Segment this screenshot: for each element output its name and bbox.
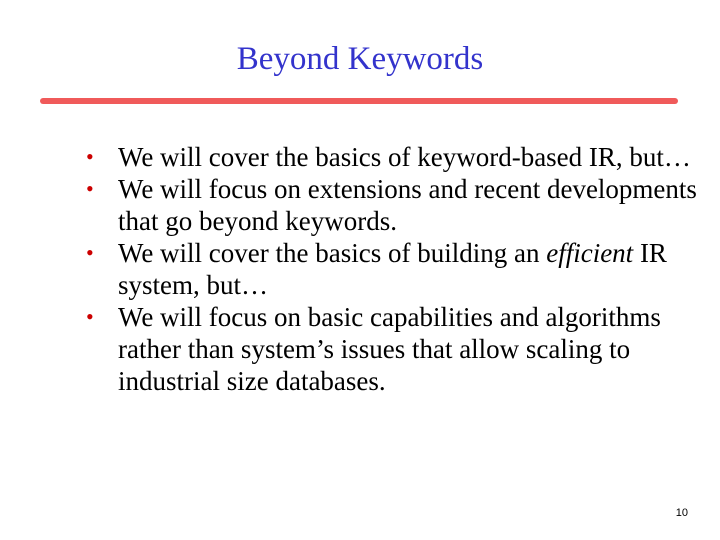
bullet-icon: •: [86, 144, 94, 169]
bullet-item-4: [86, 301, 706, 397]
bullet-icon: •: [86, 304, 94, 329]
bullet-icon: •: [86, 240, 94, 265]
bullet-text: We will focus on extensions and recent developments that go beyond keywords.: [118, 174, 697, 236]
bullet-text: We will cover the basics of keyword-based IR, but…: [118, 142, 691, 172]
bullet-item-1: [86, 141, 706, 173]
bullet-item-2: [86, 173, 706, 237]
bullet-list: [86, 141, 706, 397]
slide-page-number: 10: [675, 507, 688, 519]
bullet-emphasis-text: efficient: [546, 238, 634, 268]
bullet-item-3: [86, 237, 706, 301]
bullet-text-continued: IR system, but…: [118, 238, 667, 300]
bullet-text: We will cover the basics of building an: [118, 238, 547, 268]
slide-title: Beyond Keywords: [236, 41, 484, 77]
bullet-icon: •: [86, 176, 94, 201]
title-underline-rule: [40, 98, 678, 104]
bullet-text: We will focus on basic capabilities and algorithms rather than system’s issues that allow scaling to industrial size databases.: [118, 302, 661, 396]
